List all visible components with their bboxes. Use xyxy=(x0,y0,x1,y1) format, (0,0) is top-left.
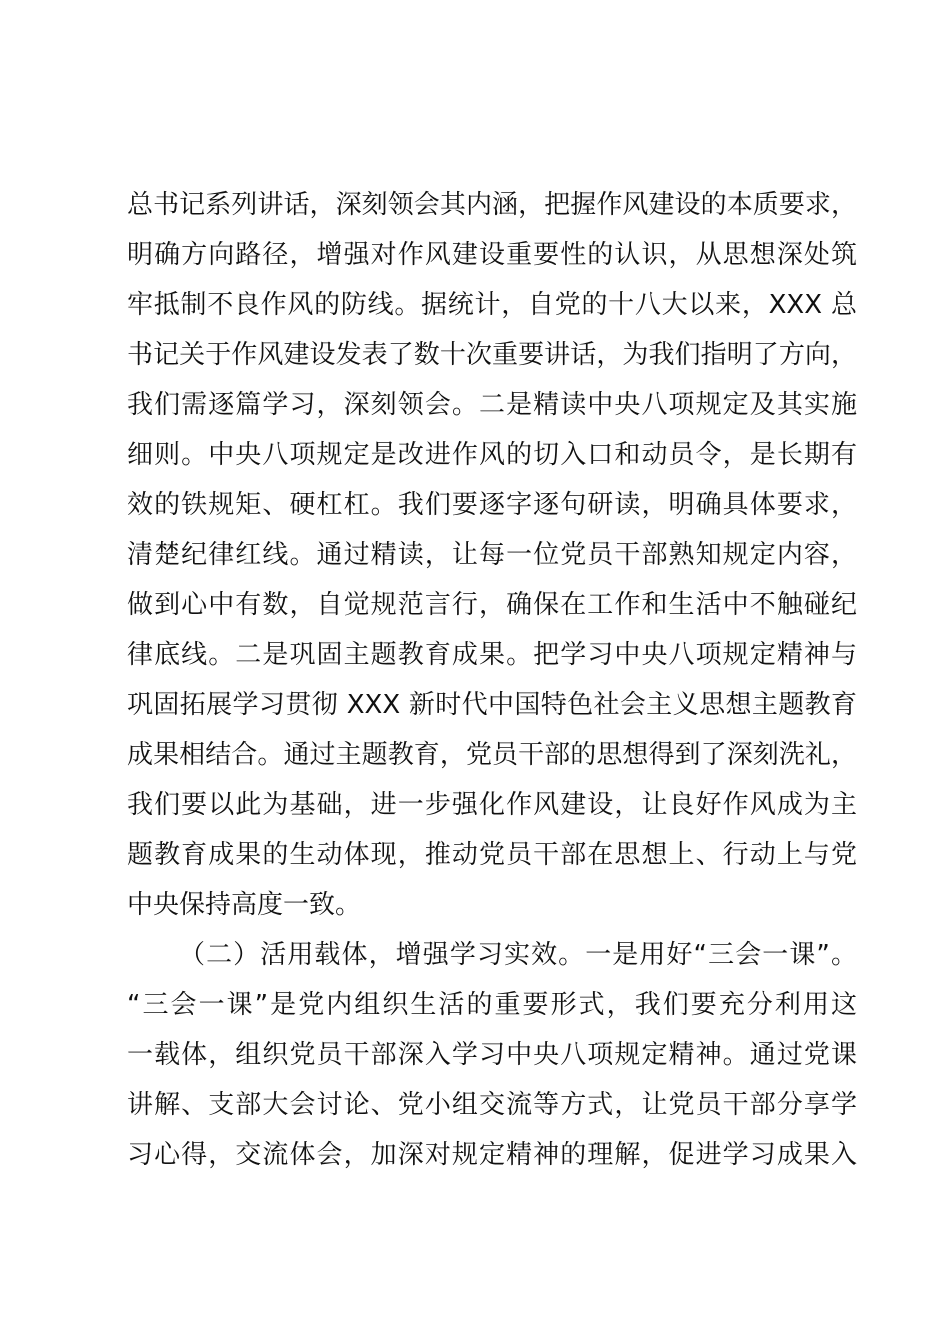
text-line: 巩固拓展学习贯彻 XXX 新时代中国特色社会主义思想主题教育 xyxy=(127,690,857,720)
text-line: 总书记系列讲话，深刻领会其内涵，把握作风建设的本质要求， xyxy=(127,190,857,220)
text-line: 成果相结合。通过主题教育，党员干部的思想得到了深刻洗礼， xyxy=(127,740,857,770)
text-line: 清楚纪律红线。通过精读，让每一位党员干部熟知规定内容， xyxy=(127,540,857,570)
text-line: 效的铁规矩、硬杠杠。我们要逐字逐句研读，明确具体要求， xyxy=(127,490,857,520)
paragraph-end-line: 中央保持高度一致。 xyxy=(127,890,362,920)
text-line: “三会一课”是党内组织生活的重要形式，我们要充分利用这 xyxy=(127,990,857,1020)
text-line: 题教育成果的生动体现，推动党员干部在思想上、行动上与党 xyxy=(127,840,857,870)
text-line: 我们需逐篇学习，深刻领会。二是精读中央八项规定及其实施 xyxy=(127,390,857,420)
text-line: 细则。中央八项规定是改进作风的切入口和动员令，是长期有 xyxy=(127,440,857,470)
text-line: 讲解、支部大会讨论、党小组交流等方式，让党员干部分享学 xyxy=(127,1090,857,1120)
text-line: 做到心中有数，自觉规范言行，确保在工作和生活中不触碰纪 xyxy=(127,590,857,620)
section-heading-line: （二）活用载体，增强学习实效。一是用好“三会一课”。 xyxy=(179,940,857,970)
text-line: 牢抵制不良作风的防线。据统计，自党的十八大以来，XXX 总 xyxy=(127,290,857,320)
text-line: 明确方向路径，增强对作风建设重要性的认识，从思想深处筑 xyxy=(127,240,857,270)
text-line: 律底线。二是巩固主题教育成果。把学习中央八项规定精神与 xyxy=(127,640,857,670)
text-line: 一载体，组织党员干部深入学习中央八项规定精神。通过党课 xyxy=(127,1040,857,1070)
text-line: 我们要以此为基础，进一步强化作风建设，让良好作风成为主 xyxy=(127,790,857,820)
text-line: 习心得，交流体会，加深对规定精神的理解，促进学习成果入 xyxy=(127,1140,857,1170)
document-body xyxy=(127,180,857,1180)
text-line: 书记关于作风建设发表了数十次重要讲话，为我们指明了方向， xyxy=(127,340,857,370)
